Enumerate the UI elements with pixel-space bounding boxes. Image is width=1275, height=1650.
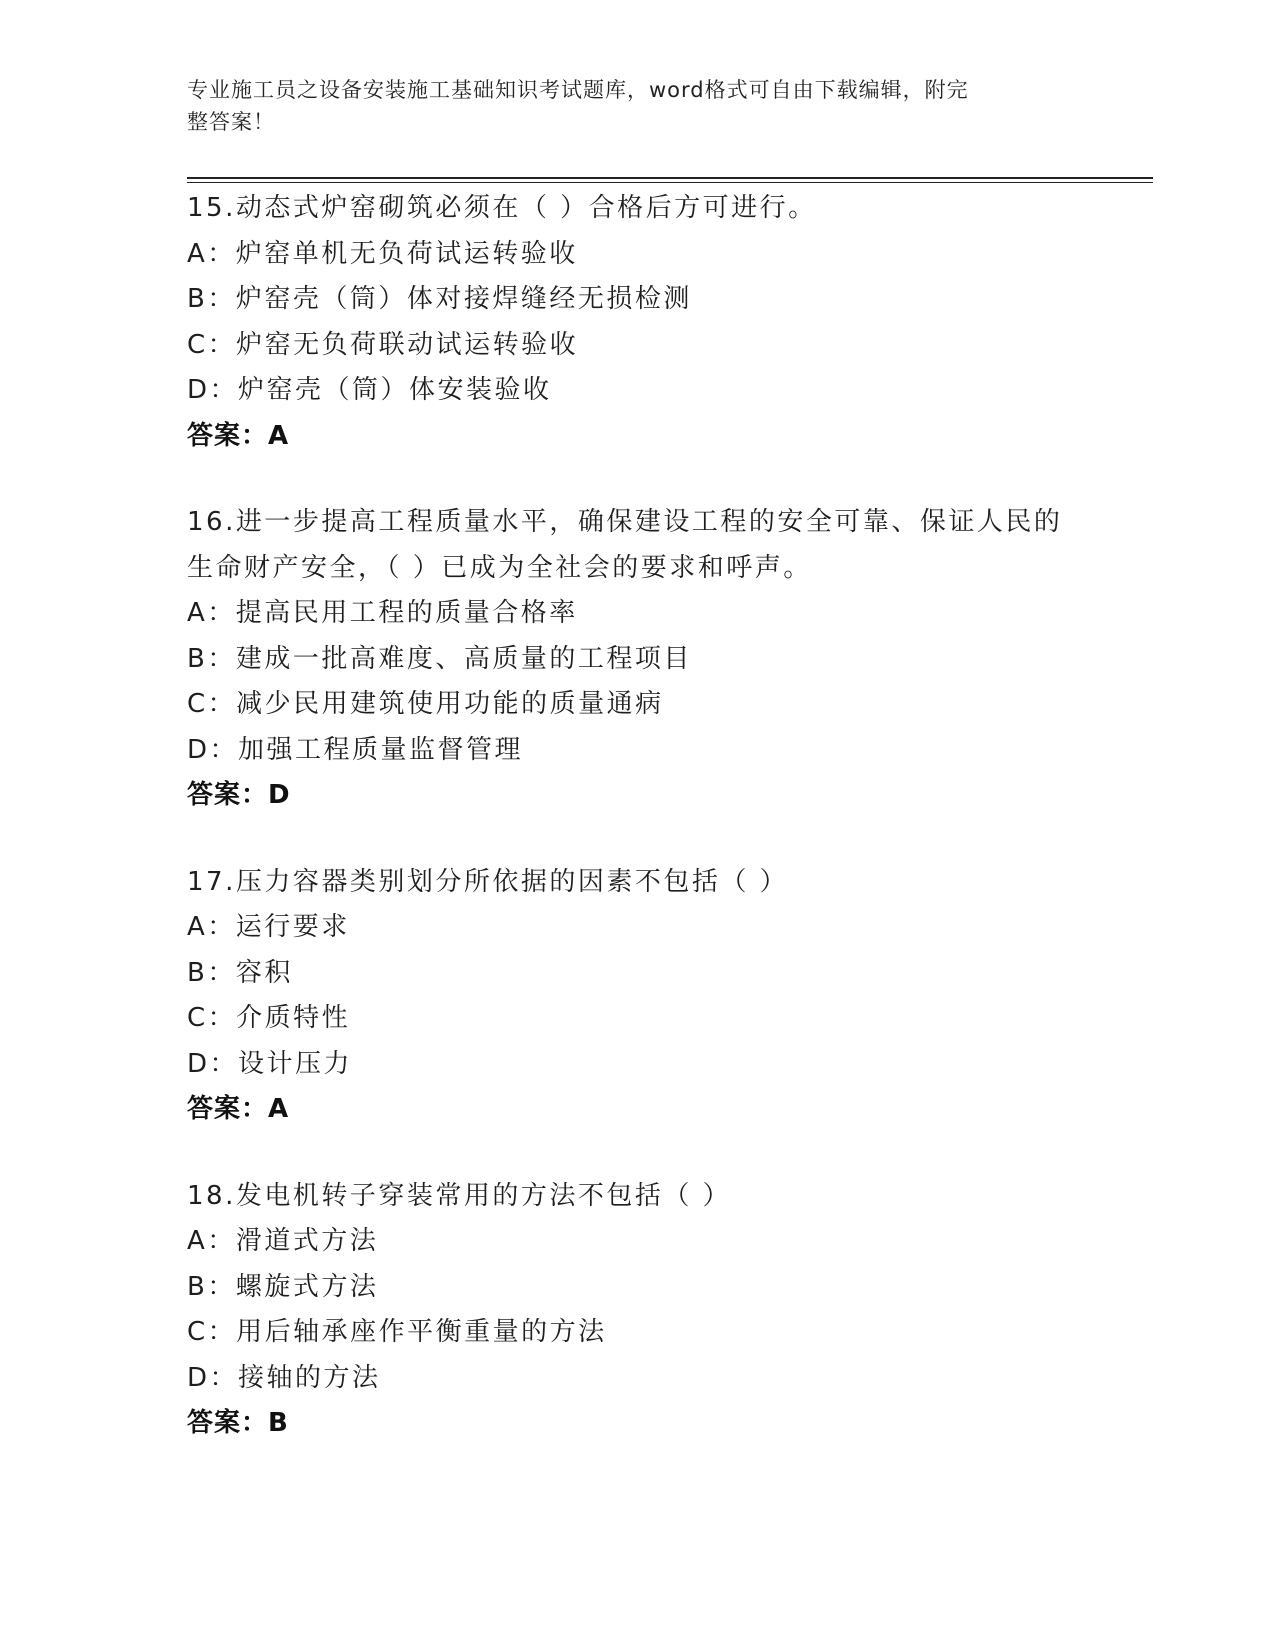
- option-c: C：减少民用建筑使用功能的质量通病: [187, 689, 664, 719]
- option-b: B：炉窑壳（筒）体对接焊缝经无损检测: [187, 284, 692, 314]
- option-a: A：运行要求: [187, 912, 350, 942]
- option-b: B：建成一批高难度、高质量的工程项目: [187, 643, 692, 674]
- option-c: C：介质特性: [187, 1003, 351, 1033]
- question-stem: 18.发电机转子穿装常用的方法不包括（ ）: [187, 1180, 732, 1211]
- header-line-2: 整答案！: [187, 110, 275, 134]
- answer-label: 答案：A: [187, 420, 290, 451]
- header-divider-thick: [187, 177, 1153, 179]
- option-a: A：提高民用工程的质量合格率: [187, 598, 578, 628]
- option-b: B：容积: [187, 957, 293, 988]
- answer-label: 答案：A: [187, 1094, 290, 1124]
- option-d: D：加强工程质量监督管理: [187, 734, 524, 765]
- question-stem: 17.压力容器类别划分所依据的因素不包括（ ）: [187, 866, 789, 897]
- option-a: A：炉窑单机无负荷试运转验收: [187, 238, 578, 269]
- answer-label: 答案：B: [187, 1408, 289, 1438]
- document-header: [187, 74, 1067, 138]
- question-stem: 15.动态式炉窑砌筑必须在（ ）合格后方可进行。: [187, 193, 817, 223]
- option-d: D：接轴的方法: [187, 1362, 381, 1393]
- option-c: C：炉窑无负荷联动试运转验收: [187, 329, 579, 360]
- question-stem-line-2: 生命财产安全，（ ）已成为全社会的要求和呼声。: [187, 552, 812, 583]
- question-18: [187, 1174, 1087, 1447]
- question-stem-line-1: 16.进一步提高工程质量水平，确保建设工程的安全可靠、保证人民的: [187, 507, 1063, 537]
- header-line-1: 专业施工员之设备安装施工基础知识考试题库，word格式可自由下载编辑，附完: [187, 78, 969, 102]
- question-15: [187, 186, 1087, 459]
- option-d: D：炉窑壳（筒）体安装验收: [187, 375, 552, 405]
- option-c: C：用后轴承座作平衡重量的方法: [187, 1317, 607, 1347]
- question-17: [187, 860, 1087, 1133]
- question-16: [187, 500, 1087, 819]
- question-list: [187, 186, 1087, 1488]
- option-b: B：螺旋式方法: [187, 1271, 379, 1302]
- answer-label: 答案：D: [187, 780, 291, 810]
- option-d: D：设计压力: [187, 1048, 353, 1079]
- option-a: A：滑道式方法: [187, 1226, 379, 1256]
- header-divider-thin: [187, 182, 1153, 183]
